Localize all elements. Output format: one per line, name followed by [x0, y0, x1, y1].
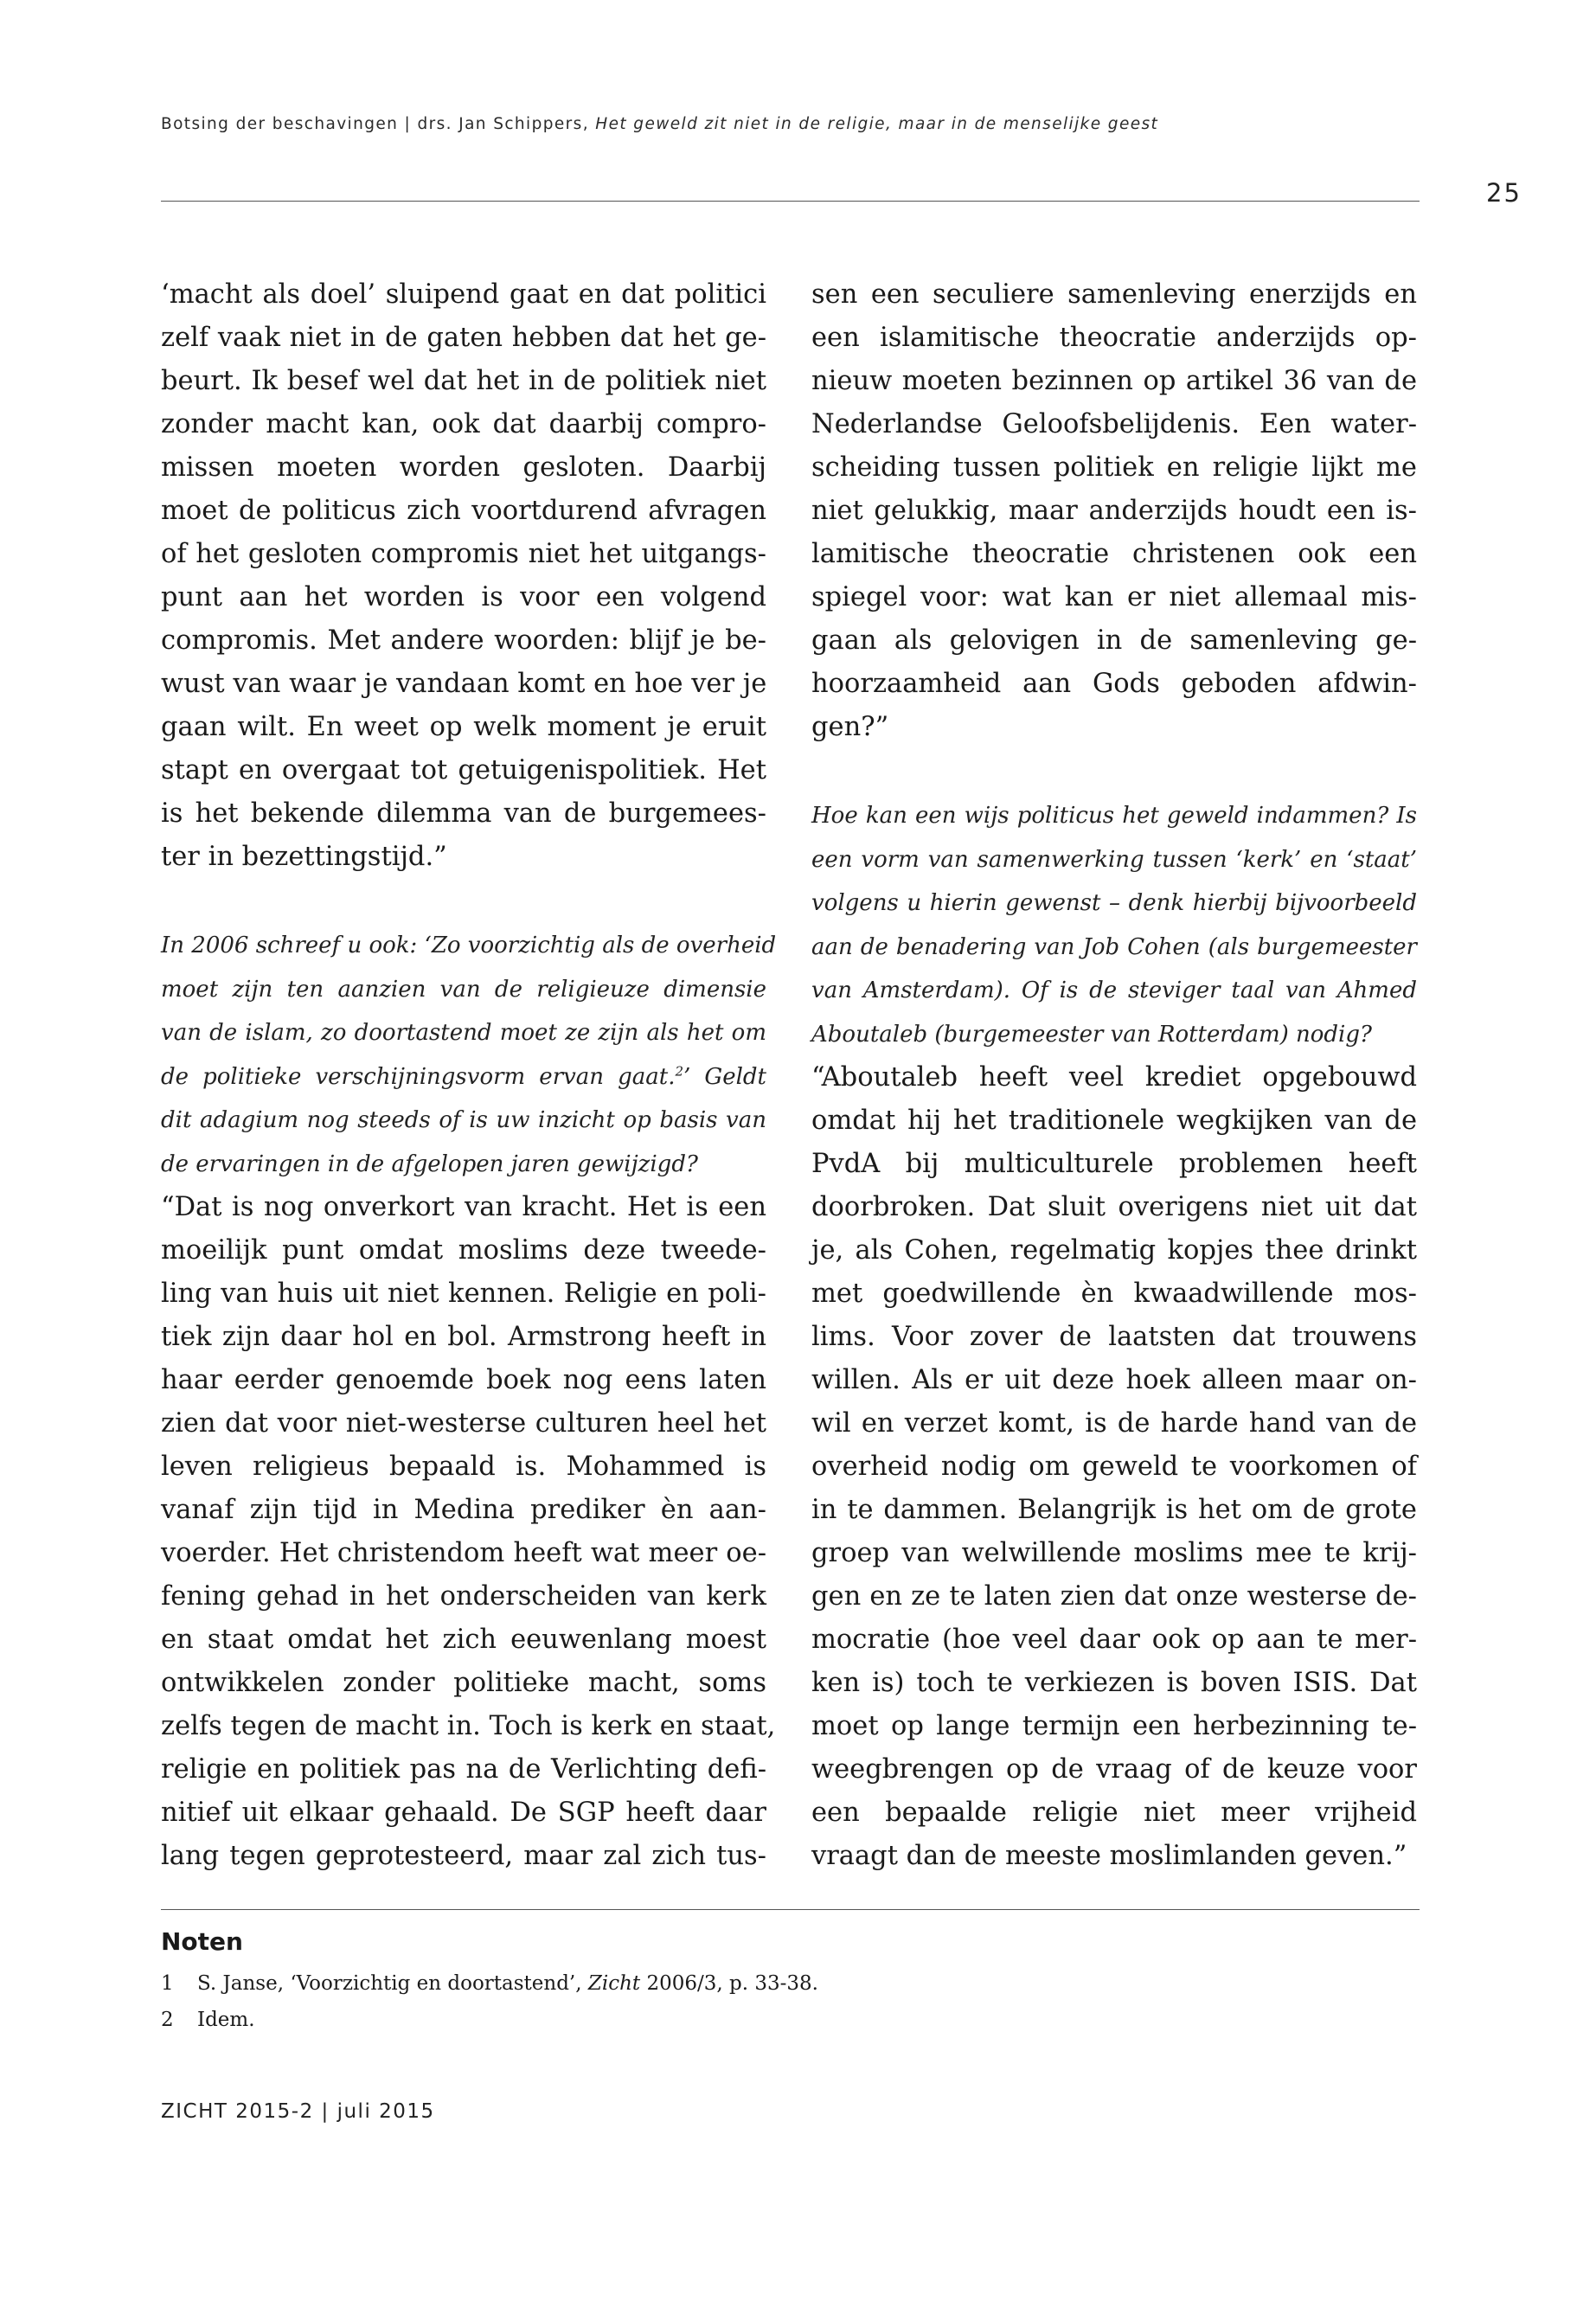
text-line: beurt. Ik besef wel dat het in de politiek niet [161, 366, 766, 396]
text-line: zelfs tegen de macht in. Toch is kerk en staat, [161, 1711, 776, 1741]
answer-paragraph [811, 1056, 1417, 1878]
running-header [161, 115, 1424, 133]
page-footer: ZICHT 2015-2 | juli 2015 [161, 2100, 435, 2123]
text-line: ken is) toch te verkiezen is boven ISIS. Dat [811, 1668, 1417, 1698]
question-line: volgens u hierin gewenst – denk hierbij bijvoorbeeld [811, 890, 1417, 916]
text-line: compromis. Met andere woorden: blijf je be- [161, 625, 766, 656]
text-line: ling van huis uit niet kennen. Religie en poli- [161, 1279, 766, 1309]
text-line: spiegel voor: wat kan er niet allemaal mis- [811, 582, 1417, 612]
footnote-text: S. Janse, ‘Voorzichtig en doortastend’, [197, 1972, 588, 1995]
text-line: stapt en overgaat tot getuigenispolitiek. Het [161, 755, 766, 785]
question-line: moet zijn ten aanzien van de religieuze dimensie [161, 976, 766, 1003]
text-line: wil en verzet komt, is de harde hand van de [811, 1408, 1417, 1439]
text-line: gaan als gelovigen in de samenleving ge- [811, 625, 1417, 656]
question-line: Aboutaleb (burgemeester van Rotterdam) nodig? [811, 1021, 1372, 1048]
question-line [161, 1055, 766, 1099]
question-line: dit adagium nog steeds of is uw inzicht op basis van [161, 1107, 766, 1133]
left-column [161, 273, 777, 1878]
text-line: hoorzaamheid aan Gods geboden afdwin- [811, 669, 1417, 699]
text-line: vraagt dan de meeste moslimlanden geven.” [811, 1841, 1407, 1871]
right-column [811, 273, 1417, 1878]
footnote-2 [161, 2009, 255, 2031]
article-author: drs. Jan Schippers, [417, 115, 589, 133]
header-rule [161, 201, 1420, 202]
text-line: zonder macht kan, ook dat daarbij compro- [161, 409, 766, 439]
text-line: gaan wilt. En weet op welk moment je eruit [161, 712, 766, 742]
text-line: “Aboutaleb heeft veel krediet opgebouwd [811, 1062, 1417, 1093]
text-line: nitief uit elkaar gehaald. De SGP heeft daar [161, 1798, 766, 1828]
question-line: een vorm van samenwerking tussen ‘kerk’ en ‘staat’ [811, 846, 1417, 873]
text-line: tiek zijn daar hol en bol. Armstrong heeft in [161, 1322, 766, 1352]
footnote-1 [161, 1972, 818, 1995]
text-line: doorbroken. Dat sluit overigens niet uit dat [811, 1192, 1417, 1222]
footnote-ref-2[interactable]: 2 [675, 1062, 684, 1079]
interview-question [811, 794, 1417, 1056]
text-line: groep van welwillende moslims mee te krij- [811, 1538, 1417, 1568]
text-line: zelf vaak niet in de gaten hebben dat het ge- [161, 323, 766, 353]
interview-question [161, 924, 777, 1186]
question-line: van de islam, zo doortastend moet ze zijn als het om [161, 1020, 766, 1046]
text-line: een bepaalde religie niet meer vrijheid [811, 1798, 1417, 1828]
text-line: wust van waar je vandaan komt en hoe ver je [161, 669, 767, 699]
notes-rule [161, 1909, 1420, 1910]
text-line: missen moeten worden gesloten. Daarbij [161, 452, 766, 483]
text-line: lims. Voor zover de laatsten dat trouwens [811, 1322, 1417, 1352]
notes-heading: Noten [161, 1927, 243, 1956]
text-line: lang tegen geprotesteerd, maar zal zich tus- [161, 1841, 766, 1871]
text-line: met goedwillende èn kwaadwillende mos- [811, 1279, 1417, 1309]
page-number: 25 [1486, 178, 1522, 208]
header-separator: | [404, 115, 412, 133]
text-line: ontwikkelen zonder politieke macht, soms [161, 1668, 766, 1698]
text-line: zien dat voor niet-westerse culturen heel het [161, 1408, 766, 1439]
answer-paragraph [161, 273, 766, 879]
text-line: of het gesloten compromis niet het uitgangs- [161, 539, 766, 569]
footnote-text-tail: 2006/3, p. 33-38. [640, 1972, 818, 1995]
text-line: gen?” [811, 712, 889, 742]
text-line: haar eerder genoemde boek nog eens laten [161, 1365, 766, 1395]
answer-paragraph [811, 273, 1417, 749]
text-line: je, als Cohen, regelmatig kopjes thee drinkt [811, 1235, 1417, 1266]
article-title: Het geweld zit niet in de religie, maar in de menselijke geest [595, 115, 1159, 133]
text-line: willen. Als er uit deze hoek alleen maar on- [811, 1365, 1417, 1395]
question-line: van Amsterdam). Of is de steviger taal van Ahmed [811, 977, 1417, 1003]
text-line: “Dat is nog onverkort van kracht. Het is een [161, 1192, 766, 1222]
question-line-text: de politieke verschijningsvorm ervan gaat. [161, 1063, 676, 1090]
text-line: overheid nodig om geweld te voorkomen of [811, 1452, 1417, 1482]
question-line: In 2006 schreef u ook: ‘Zo voorzichtig als de overheid [161, 933, 777, 958]
text-line: gen en ze te laten zien dat onze westerse de- [811, 1581, 1417, 1612]
text-line: ter in bezettingstijd.” [161, 842, 447, 872]
journal-section: Botsing der beschavingen [161, 115, 399, 133]
text-line: sen een seculiere samenleving enerzijds en [811, 279, 1417, 310]
text-line: scheiding tussen politiek en religie lijkt me [811, 452, 1417, 483]
text-line: mocratie (hoe veel daar ook op aan te mer- [811, 1625, 1417, 1655]
footnote-number: 2 [161, 2009, 174, 2031]
footnote-text: Idem. [197, 2009, 255, 2031]
question-line: aan de benadering van Job Cohen (als burgemeester [811, 933, 1417, 960]
footnote-source: Zicht [587, 1972, 641, 1995]
text-line: voerder. Het christendom heeft wat meer oe- [161, 1538, 766, 1568]
question-line: Hoe kan een wijs politicus het geweld indammen? Is [811, 803, 1417, 829]
text-line: leven religieus bepaald is. Mohammed is [161, 1452, 766, 1482]
footnote-number: 1 [161, 1972, 174, 1995]
text-line: nieuw moeten bezinnen op artikel 36 van de [811, 366, 1417, 396]
text-line: is het bekende dilemma van de burgemees- [161, 798, 766, 829]
text-line: Nederlandse Geloofsbelijdenis. Een water- [811, 409, 1417, 439]
text-line: een islamitische theocratie anderzijds op- [811, 323, 1417, 353]
text-line: niet gelukkig, maar anderzijds houdt een is- [811, 496, 1417, 526]
text-line: punt aan het worden is voor een volgend [161, 582, 766, 612]
text-line: PvdA bij multiculturele problemen heeft [811, 1149, 1417, 1179]
text-line: vanaf zijn tijd in Medina prediker èn aan- [161, 1495, 766, 1525]
text-line: moet de politicus zich voortdurend afvragen [161, 496, 766, 526]
text-line: moeilijk punt omdat moslims deze tweede- [161, 1235, 766, 1266]
text-line: moet op lange termijn een herbezinning te- [811, 1711, 1417, 1741]
answer-paragraph [161, 1186, 776, 1878]
text-line: fening gehad in het onderscheiden van kerk [161, 1581, 766, 1612]
question-line-tail: ’ Geldt [683, 1063, 766, 1090]
text-line: weegbrengen op de vraag of de keuze voor [811, 1754, 1417, 1785]
text-line: omdat hij het traditionele wegkijken van de [811, 1106, 1417, 1136]
question-line: de ervaringen in de afgelopen jaren gewijzigd? [161, 1150, 698, 1177]
text-line: religie en politiek pas na de Verlichting defi- [161, 1754, 766, 1785]
text-line: en staat omdat het zich eeuwenlang moest [161, 1625, 766, 1655]
text-line: ‘macht als doel’ sluipend gaat en dat politici [161, 279, 766, 310]
text-line: lamitische theocratie christenen ook een [811, 539, 1417, 569]
text-line: in te dammen. Belangrijk is het om de grote [811, 1495, 1417, 1525]
